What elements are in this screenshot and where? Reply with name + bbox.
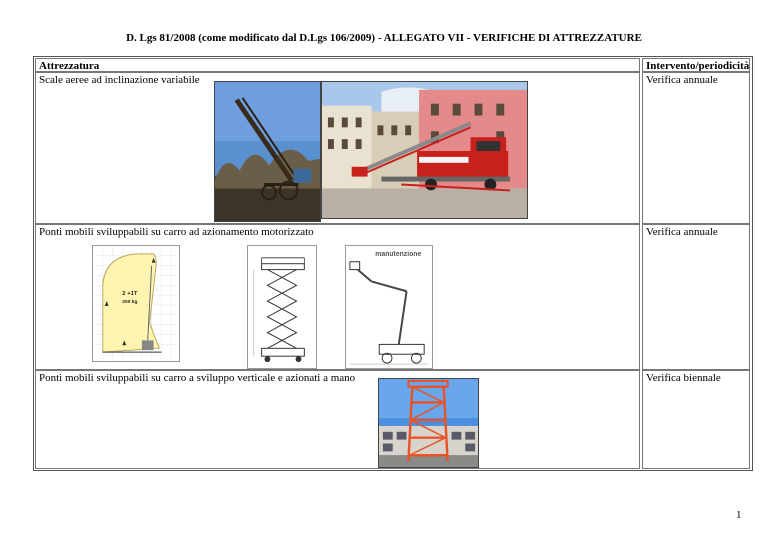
manual-label: manutenzione [375, 250, 422, 258]
drawing-scissor-lift [247, 245, 317, 369]
header-equipment: Attrezzatura [35, 58, 640, 72]
row-3-interval-label: Verifica biennale [646, 372, 721, 384]
table-row-3-interval [642, 370, 750, 469]
diagram-work-envelope [92, 245, 180, 362]
row-2-interval-label: Verifica annuale [646, 226, 718, 238]
row-2-equipment-label: Ponti mobili sviluppabili su carro ad azionamento motorizzato [39, 226, 314, 238]
row-1-equipment-label: Scale aeree ad inclinazione variabile [39, 74, 200, 86]
diagram-load-label: 200 kg [122, 299, 138, 306]
diagram-person-label: 2 +1T [122, 291, 138, 298]
row-1-interval-label: Verifica annuale [646, 74, 718, 86]
page-number: 1 [736, 509, 742, 521]
photo-manual-mobile-tower [378, 378, 479, 468]
table-row-2-interval [642, 224, 750, 370]
photo-fire-truck-ladder [321, 81, 528, 219]
document-title: D. Lgs 81/2008 (come modificato dal D.Lgs 106/2009) - ALLEGATO VII - VERIFICHE DI ATTREZZATURE [126, 32, 642, 44]
header-interval: Intervento/periodicità [642, 58, 750, 72]
drawing-articulating-boom-lift [345, 245, 433, 369]
table-row-3-equipment [35, 370, 640, 469]
photo-historic-aerial-ladder [214, 81, 321, 222]
table-row-1-interval [642, 72, 750, 224]
row-3-equipment-label: Ponti mobili sviluppabili su carro a sviluppo verticale e azionati a mano [39, 372, 356, 384]
